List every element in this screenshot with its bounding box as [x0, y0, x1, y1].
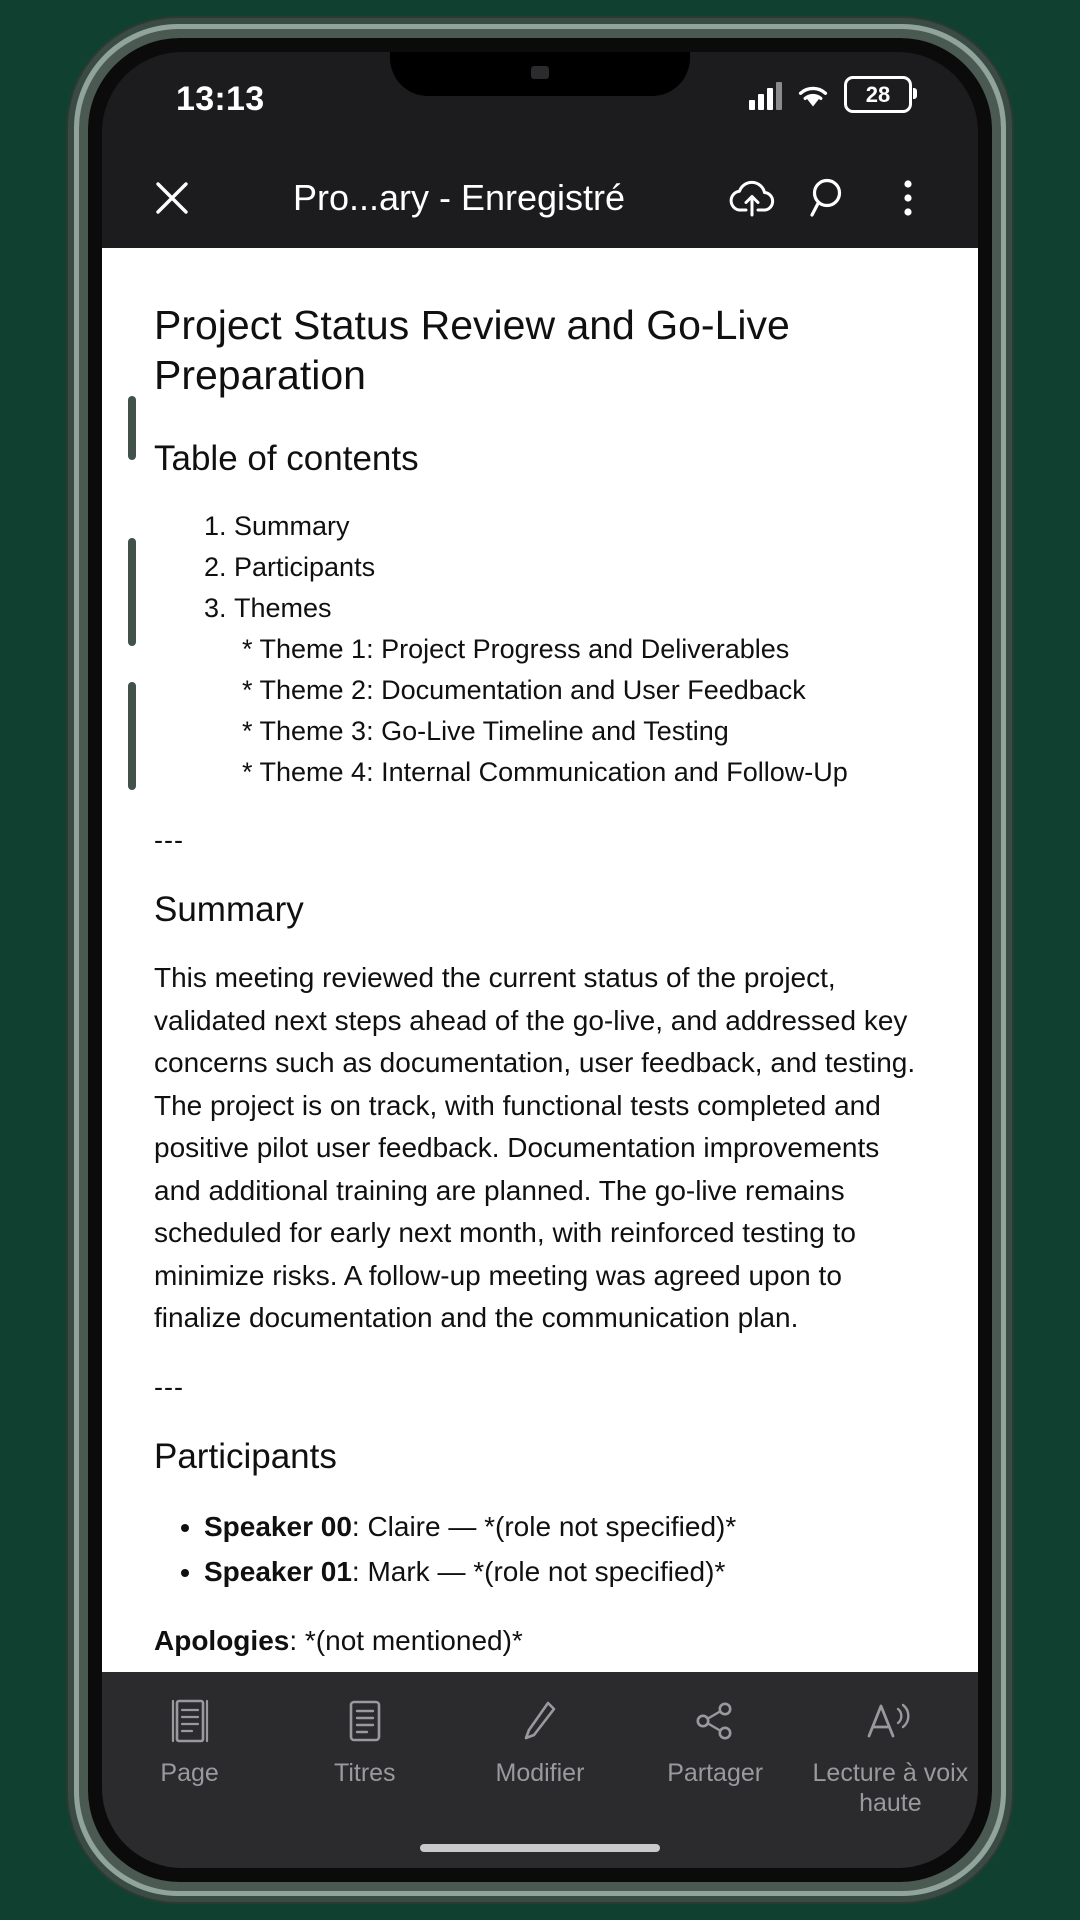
section-divider: ---	[154, 1371, 184, 1402]
phone-frame-band-inner	[79, 29, 1001, 1891]
table-of-contents	[200, 506, 926, 629]
toc-subitem[interactable]: * Theme 1: Project Progress and Deliverables	[242, 633, 790, 664]
participant-value: : Mark — *(role not specified)*	[351, 1556, 726, 1588]
summary-heading: Summary	[154, 890, 304, 930]
list-item	[204, 1504, 926, 1549]
document-title-bar[interactable]: Pro...ary - Enregistré	[292, 177, 626, 218]
app-top-bar	[102, 148, 978, 248]
toc-subitem[interactable]: * Theme 2: Documentation and User Feedback	[242, 674, 806, 705]
participants-list	[176, 1504, 926, 1595]
apologies-line	[154, 1621, 926, 1661]
toolbar-item-page[interactable]	[107, 1694, 273, 1788]
battery-icon	[844, 76, 912, 113]
participant-value: : Claire — *(role not specified)*	[351, 1510, 737, 1542]
silent-switch[interactable]	[128, 396, 136, 460]
phone-frame-band	[74, 24, 1006, 1896]
status-indicators	[749, 76, 912, 113]
battery-level: 28	[865, 81, 891, 107]
volume-down-button[interactable]	[128, 682, 136, 790]
participant-label: Speaker 01	[204, 1556, 352, 1588]
search-icon[interactable]	[794, 162, 866, 234]
pencil-icon	[518, 1694, 562, 1748]
page-icon	[168, 1694, 212, 1748]
toc-item[interactable]: 1. Summary	[234, 506, 926, 547]
toolbar-item-modifier[interactable]	[457, 1694, 623, 1788]
phone-screen	[102, 52, 978, 1868]
apologies-value: : *(not mentioned)*	[289, 1624, 523, 1656]
toc-subitem[interactable]: * Theme 3: Go-Live Timeline and Testing	[242, 715, 729, 746]
status-bar	[102, 52, 978, 148]
share-icon	[691, 1694, 739, 1748]
toolbar-item-lecture-a-voix-haute[interactable]	[807, 1694, 973, 1818]
toc-heading: Table of contents	[154, 439, 419, 479]
headings-icon	[343, 1694, 387, 1748]
toolbar-label: Partager	[667, 1759, 764, 1787]
cellular-signal-icon	[749, 80, 782, 110]
bottom-toolbar	[102, 1672, 978, 1868]
cloud-upload-icon[interactable]	[716, 162, 788, 234]
volume-up-button[interactable]	[128, 538, 136, 646]
document-heading: Project Status Review and Go-Live Preparation	[154, 302, 790, 399]
participant-label: Speaker 00	[204, 1510, 352, 1542]
notch	[390, 52, 690, 96]
section-divider: ---	[154, 824, 184, 855]
document-body[interactable]	[102, 248, 978, 1672]
toolbar-label: Lecture à voix haute	[812, 1759, 969, 1817]
wifi-icon	[796, 82, 830, 108]
phone-bezel	[88, 38, 992, 1882]
front-camera-icon	[531, 66, 549, 79]
list-item	[204, 1549, 926, 1594]
table-of-contents-subitems	[236, 629, 926, 793]
home-indicator[interactable]	[420, 1844, 660, 1852]
toc-item[interactable]: 3. Themes	[234, 588, 926, 629]
status-time: 13:13	[176, 80, 265, 118]
toolbar-label: Titres	[333, 1759, 396, 1787]
participants-heading: Participants	[154, 1437, 337, 1477]
close-icon[interactable]	[136, 162, 208, 234]
phone-frame	[68, 18, 1012, 1902]
more-vertical-icon[interactable]	[872, 162, 944, 234]
toc-subitem[interactable]: * Theme 4: Internal Communication and Follow-Up	[242, 756, 848, 787]
read-aloud-icon	[862, 1694, 918, 1748]
toolbar-item-partager[interactable]	[632, 1694, 798, 1788]
apologies-label: Apologies	[154, 1624, 290, 1656]
toolbar-label: Modifier	[495, 1759, 585, 1787]
summary-paragraph: This meeting reviewed the current status of the project, validated next steps ahead of the go-live, and addressed key concerns such as documentation, user feedback, and testing. The project is on track, with functional tests completed and positive pilot user feedback. Documentation improvements and additional training are planned. The go-live remains scheduled for early next month, with reinforced testing to minimize risks. A follow-up meeting was agreed upon to finalize documentation and the communication plan.	[154, 961, 916, 1334]
toolbar-item-titres[interactable]	[282, 1694, 448, 1788]
toc-item[interactable]: 2. Participants	[234, 547, 926, 588]
toolbar-label: Page	[160, 1759, 219, 1787]
